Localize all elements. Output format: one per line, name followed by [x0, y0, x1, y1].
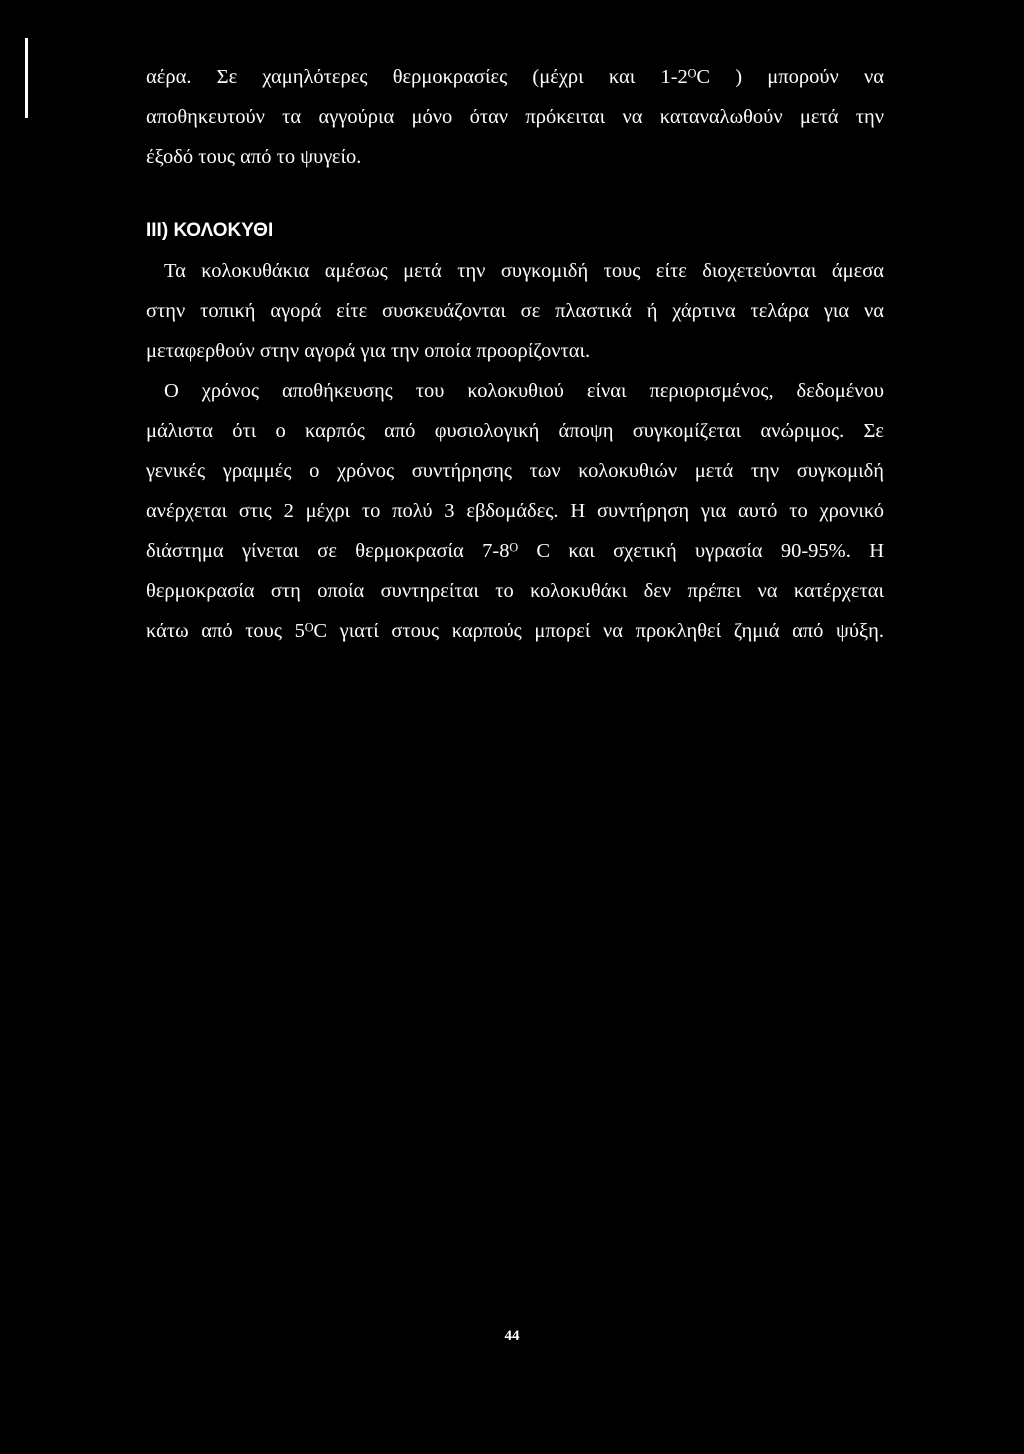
scan-edge-line: [25, 38, 28, 118]
page-number: 44: [504, 1328, 520, 1344]
text-line: μάλιστα ότι ο καρπός από φυσιολογική άποψη συγκομίζεται ανώριμος. Σε: [146, 420, 884, 442]
text-line: έξοδό τους από το ψυγείο.: [146, 146, 362, 168]
text-line: αποθηκευτούν τα αγγούρια μόνο όταν πρόκειται να καταναλωθούν μετά την: [146, 106, 884, 128]
text-line: κάτω από τους 5ᴼC γιατί στους καρπούς μπορεί να προκληθεί ζημιά από ψύξη.: [146, 620, 884, 642]
text-line: Τα κολοκυθάκια αμέσως μετά την συγκομιδή τους είτε διοχετεύονται άμεσα: [164, 260, 884, 282]
text-line: μεταφερθούν στην αγορά για την οποία προορίζονται.: [146, 340, 591, 362]
text-line: στην τοπική αγορά είτε συσκευάζονται σε πλαστικά ή χάρτινα τελάρα για να: [146, 300, 884, 322]
text-line: Ο χρόνος αποθήκευσης του κολοκυθιού είναι περιορισμένος, δεδομένου: [164, 380, 884, 402]
text-line: θερμοκρασία στη οποία συντηρείται το κολοκυθάκι δεν πρέπει να κατέρχεται: [146, 580, 884, 602]
text-line: γενικές γραμμές ο χρόνος συντήρησης των κολοκυθιών μετά την συγκομιδή: [146, 460, 884, 482]
text-line: διάστημα γίνεται σε θερμοκρασία 7-8ᴼ C και σχετική υγρασία 90-95%. Η: [146, 540, 884, 562]
text-line: ανέρχεται στις 2 μέχρι το πολύ 3 εβδομάδες. Η συντήρηση για αυτό το χρονικό: [146, 500, 884, 522]
text-line: αέρα. Σε χαμηλότερες θερμοκρασίες (μέχρι και 1-2ᴼC ) μπορούν να: [146, 66, 884, 88]
section-heading: III) ΚΟΛΟΚΥΘΙ: [146, 220, 274, 241]
